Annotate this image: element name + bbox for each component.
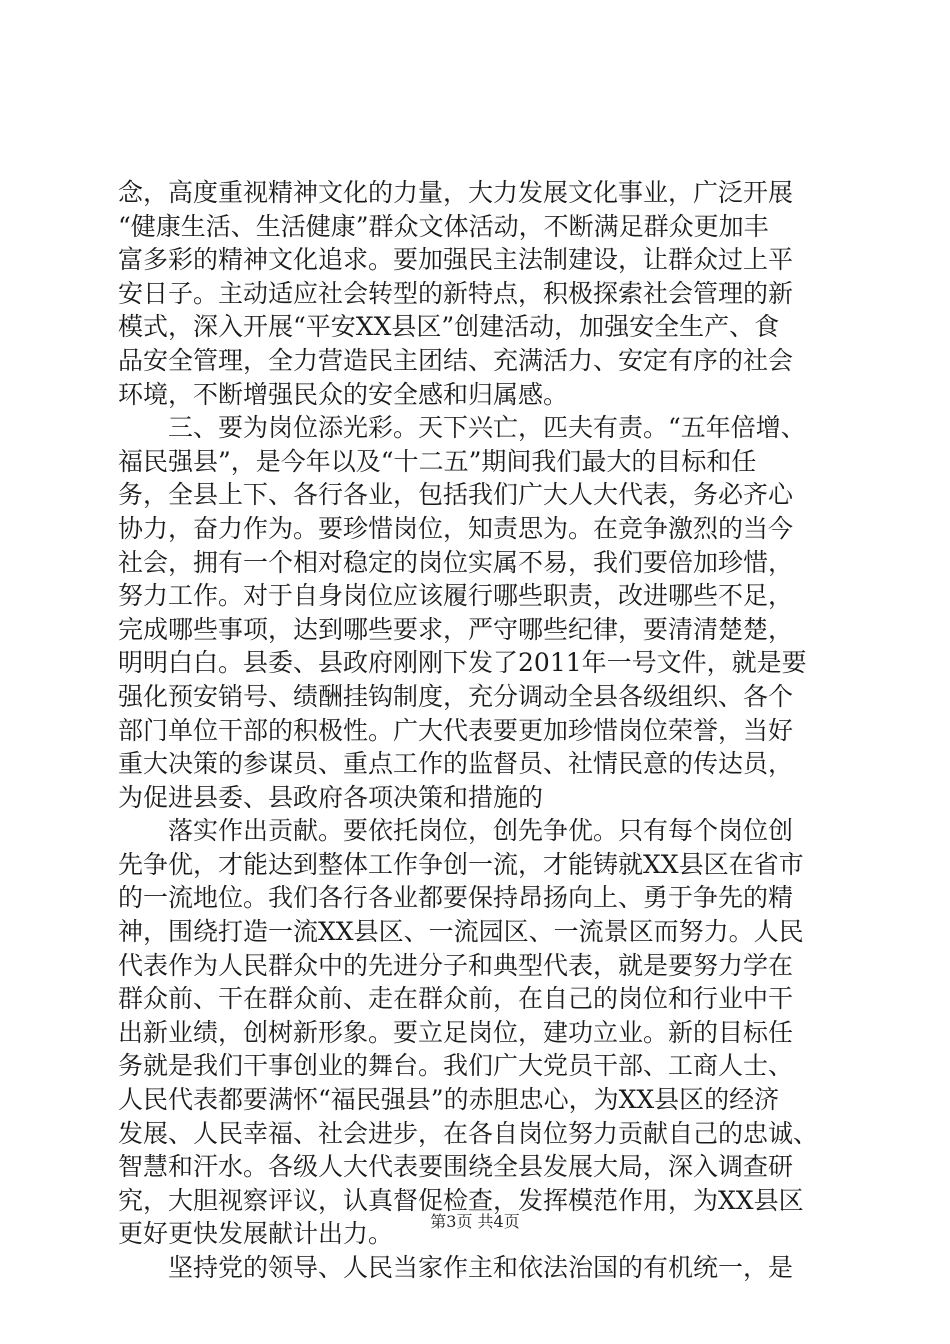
text-line: “健康生活、生活健康”群众文体活动，不断满足群众更加丰 [118,211,769,241]
text-line: 品安全管理，全力营造民主团结、充满活力、安定有序的社会 [118,345,794,375]
text-line: 三、要为岗位添光彩。天下兴亡，匹夫有责。“五年倍增、 [118,413,806,443]
document-body [118,176,838,1285]
text-line: 人民代表都要满怀“福民强县”的赤胆忠心，为XX县区的经济 [118,1085,780,1115]
text-line: 强化预安销号、绩酬挂钩制度，充分调动全县各级组织、各个 [118,681,794,711]
text-line: 模式，深入开展“平安XX县区”创建活动，加强安全生产、食 [118,312,780,342]
text-line: 部门单位干部的积极性。广大代表要更加珍惜岗位荣誉，当好 [118,715,794,745]
text-line: 的一流地位。我们各行各业都要保持昂扬向上、勇于争先的精 [118,883,794,913]
text-line: 究，大胆视察评议，认真督促检查，发挥模范作用，为XX县区 [118,1185,804,1215]
text-line: 更好更快发展献计出力。 [118,1219,394,1249]
text-line: 发展、人民幸福、社会进步，在各自岗位努力贡献自己的忠诚、 [118,1118,819,1148]
text-line: 协力，奋力作为。要珍惜岗位，知责思为。在竞争激烈的当今 [118,513,794,543]
text-line: 坚持党的领导、人民当家作主和依法治国的有机统一，是 [118,1253,794,1282]
text-line: 智慧和汗水。各级人大代表要围绕全县发展大局，深入调查研 [118,1152,794,1182]
text-line: 安日子。主动适应社会转型的新特点，积极探索社会管理的新 [118,278,794,308]
text-line: 务就是我们干事创业的舞台。我们广大党员干部、工商人士、 [118,1051,794,1081]
page-number-footer: 第3页 共4页 [430,1212,520,1231]
text-line: 神，围绕打造一流XX县区、一流园区、一流景区而努力。人民 [118,917,804,947]
text-line: 重大决策的参谋员、重点工作的监督员、社情民意的传达员， [118,749,794,779]
text-line: 务，全县上下、各行各业，包括我们广大人大代表，务必齐心 [118,480,794,510]
text-line: 努力工作。对于自身岗位应该履行哪些职责，改进哪些不足， [118,581,794,611]
text-line: 代表作为人民群众中的先进分子和典型代表，就是要努力学在 [118,950,794,980]
text-line: 福民强县”，是今年以及“十二五”期间我们最大的目标和任 [118,446,757,476]
text-line: 先争优，才能达到整体工作争创一流，才能铸就XX县区在省市 [118,849,804,879]
text-line: 富多彩的精神文化追求。要加强民主法制建设，让群众过上平 [118,245,794,275]
text-line: 环境，不断增强民众的安全感和归属感。 [118,379,569,409]
text-line: 出新业绩，创树新形象。要立足岗位，建功立业。新的目标任 [118,1017,794,1047]
text-line: 为促进县委、县政府各项决策和措施的 [118,782,544,812]
text-line: 完成哪些事项，达到哪些要求，严守哪些纪律，要清清楚楚， [118,614,794,644]
text-line: 落实作出贡献。要依托岗位，创先争优。只有每个岗位创 [118,816,794,846]
text-line: 群众前、干在群众前、走在群众前，在自己的岗位和行业中干 [118,984,794,1014]
text-line: 社会，拥有一个相对稳定的岗位实属不易，我们要倍加珍惜， [118,547,794,577]
text-line: 念，高度重视精神文化的力量，大力发展文化事业，广泛开展 [118,178,794,207]
text-line: 明明白白。县委、县政府刚刚下发了2011年一号文件，就是要 [118,648,807,678]
